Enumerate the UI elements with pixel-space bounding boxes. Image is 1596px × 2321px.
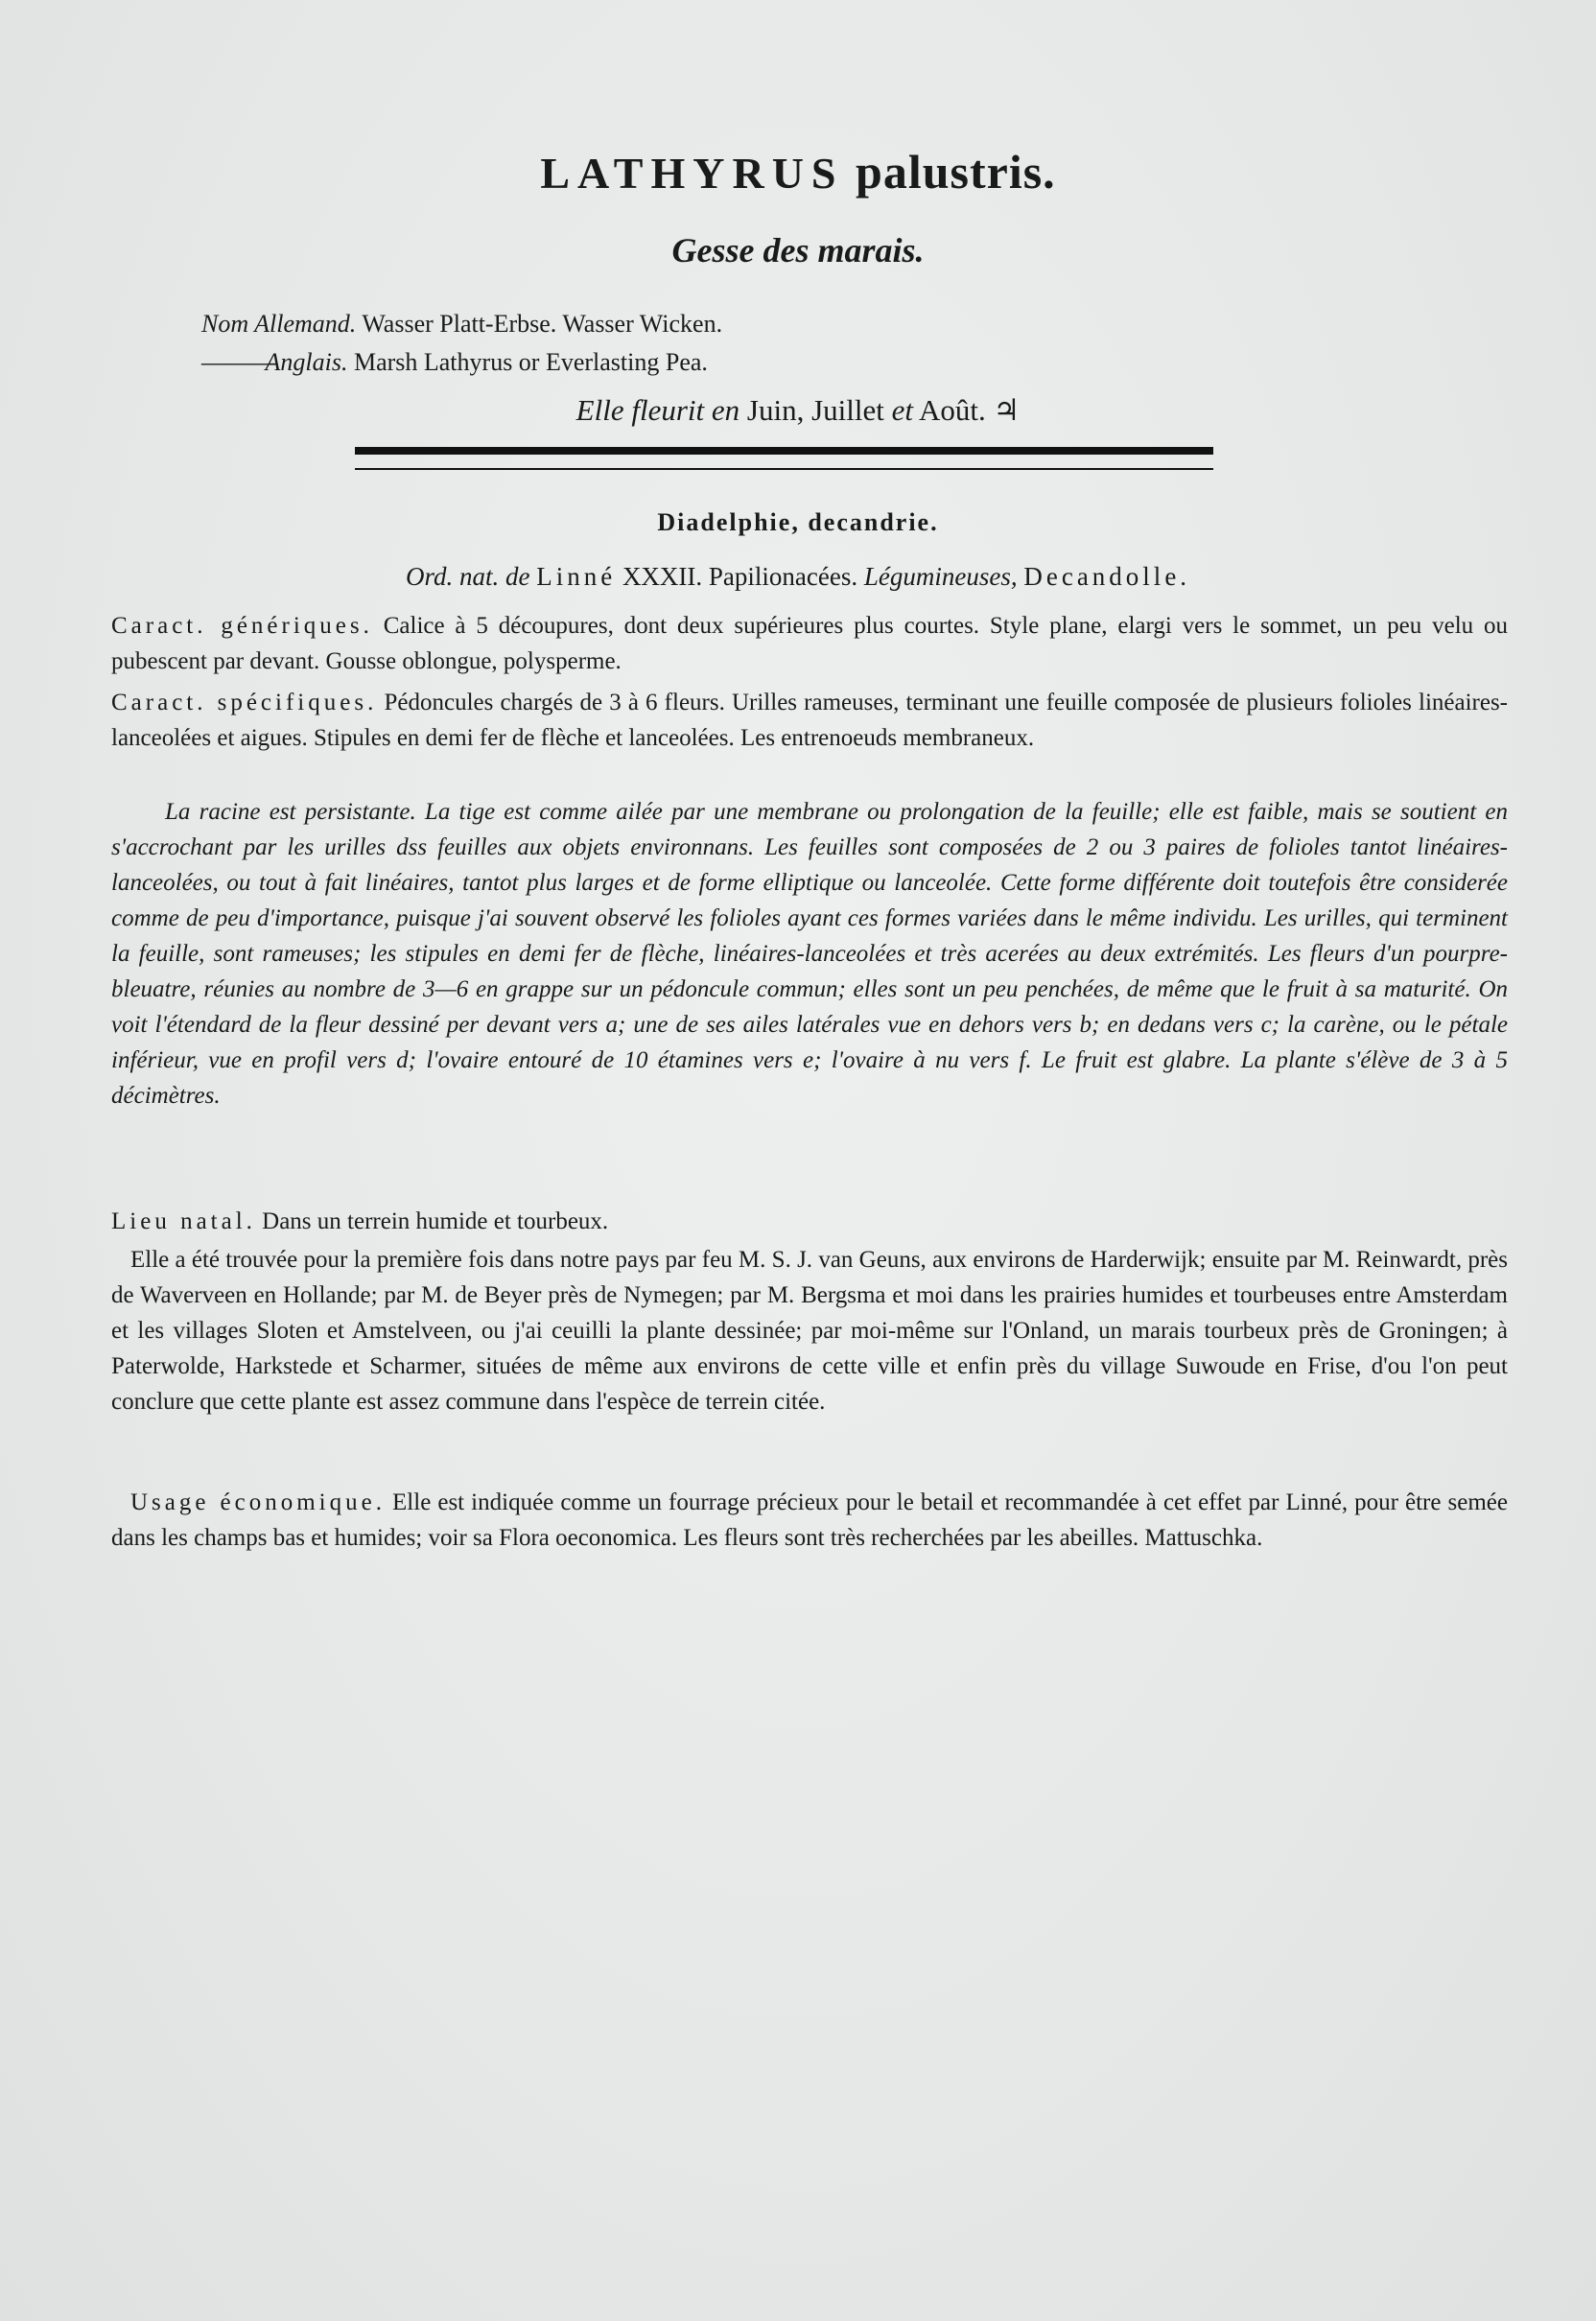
description-paragraph: La racine est persistante. La tige est comme ailée par une membrane ou prolongation de la feuille; elle est faible, mais se soutient en s'accrochant par les urilles dss feuilles aux objets environnans. Les feuilles sont composées de 2 ou 3 paires de folioles tantot linéaires-lanceolées, ou tout à fait linéaires, tantot plus larges et de forme elliptique ou lanceolée. Cette forme différente doit toutefois être considerée comme de peu d'importance, puisque j'ai souvent observé les folioles ayant ces formes variées dans le même individu. Les urilles, qui terminent la feuille, sont rameuses; les stipules en demi fer de flèche, linéaires-lanceolées et très acerées au deux extrémités. Les fleurs d'un pourpre-bleuatre, réunies au nombre de 3—6 en grappe sur un pédoncule commun; elles sont un peu penchées, de même que le fruit à sa maturité. On voit l'étendard de la fleur dessiné per devant vers a; une de ses ailes latérales vue en dehors vers b; en dedans vers c; la carène, ou le pétale inférieur, vue en profil vers d; l'ovaire entouré de 10 étamines vers e; l'ovaire à nu vers f. Le fruit est glabre. La plante s'élève de 3 à 5 décimètres. [111, 799, 1508, 1109]
natural-order [0, 562, 1596, 592]
generic-characters [111, 608, 1508, 679]
order-decandolle: Decandolle. [1023, 562, 1191, 591]
page-title [0, 144, 1596, 199]
habitat-heading: Lieu natal. [111, 1208, 256, 1234]
specific-heading: Caract. spécifiques. [111, 690, 378, 715]
english-name-line [201, 343, 1161, 382]
divider-thick [355, 447, 1213, 455]
common-name: Gesse des marais. [671, 231, 925, 270]
locations-paragraph: Elle a été trouvée pour la première fois dans notre pays par feu M. S. J. van Geuns, aux environs de Harderwijk; ensuite par M. Reinwardt, près de Waverveen en Hollande; par M. de Beyer près de Nymegen; par M. Bergsma et moi dans les prairies humides et tourbeuses entre Amsterdam et les villages Sloten et Amstelveen, ou j'ai ceuilli la plante dessinée; par moi-même sur l'Onland, un marais tourbeux près de Groningen; à Paterwolde, Harkstede et Scharmer, situées de même aux environs de cette ville et enfin près du village Suwoude en Frise, d'ou l'on peut conclure que cette plante est assez commune dans l'espèce de terrein citée. [111, 1247, 1508, 1415]
habitat-paragraph [111, 1204, 1508, 1239]
specific-text: Pédoncules chargés de 3 à 6 fleurs. Urilles rameuses, terminant une feuille composée de plusieurs folioles linéaires-lanceolées et aigues. Stipules en demi fer de flèche et lanceolées. Les entrenoeuds membraneux. [111, 690, 1509, 751]
german-value: Wasser Platt-Erbse. Wasser Wicken. [362, 310, 723, 338]
vernacular-names [201, 305, 1161, 382]
linnaean-class: Diadelphie, decandrie. [657, 508, 939, 536]
order-num: XXXII. Papilionacées. [622, 562, 858, 591]
species-name: palustris. [856, 145, 1056, 199]
flowering-last: Août. [919, 393, 986, 427]
flowering-period [0, 393, 1596, 428]
perennial-symbol: ♃ [993, 393, 1021, 427]
usage-heading: Usage économique. [130, 1489, 386, 1515]
german-label: Nom Allemand. [201, 310, 357, 338]
english-value: Marsh Lathyrus or Everlasting Pea. [353, 348, 708, 376]
divider-thin [355, 468, 1213, 470]
specific-characters [111, 685, 1508, 756]
order-label: Ord. nat. de [405, 562, 530, 591]
english-label: Anglais. [265, 348, 348, 376]
flowering-months: Juin, Juillet [746, 393, 884, 427]
genus-name: LATHYRUS [540, 149, 844, 198]
usage-paragraph [111, 1485, 1508, 1556]
order-family: Légumineuses, [863, 562, 1018, 591]
usage-text: Elle est indiquée comme un fourrage précieux pour le betail et recommandée à cet effet par Linné, pour être semée dans les champs bas et humides; voir sa Flora oeconomica. Les fleurs sont très recherchées par les abeilles. Mattuschka. [111, 1489, 1509, 1551]
generic-heading: Caract. génériques. [111, 613, 373, 639]
flowering-et: et [891, 393, 913, 427]
generic-text: Calice à 5 découpures, dont deux supérieures plus courtes. Style plane, elargi vers le sommet, un peu velu ou pubescent par devant. Gousse oblongue, polysperme. [111, 613, 1509, 674]
english-prefix: ——— [201, 348, 276, 376]
flowering-label: Elle fleurit en [575, 393, 740, 427]
german-name-line [201, 305, 1161, 343]
habitat-text: Dans un terrein humide et tourbeux. [262, 1208, 609, 1234]
order-linne: Linné [536, 562, 617, 591]
